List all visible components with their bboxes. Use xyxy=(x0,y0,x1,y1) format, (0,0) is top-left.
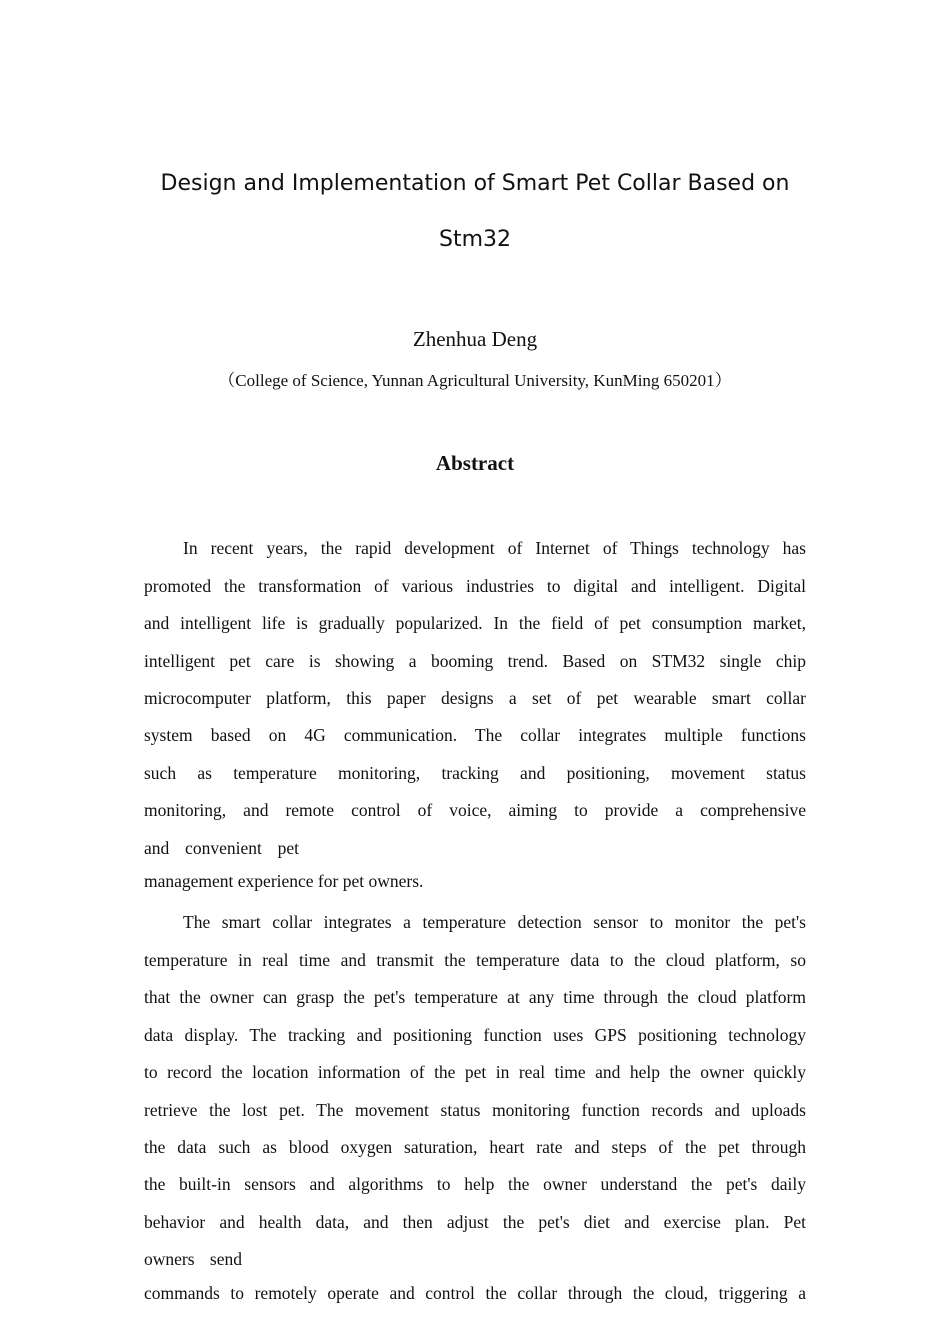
abstract-p1-line: such as temperature monitoring, tracking and positioning, movement status xyxy=(144,763,806,783)
abstract-p2-line: retrieve the lost pet. The movement status monitoring function records and uploads xyxy=(144,1100,806,1120)
paper-title-line-1: Design and Implementation of Smart Pet Collar Based on xyxy=(160,171,790,196)
abstract-p2-line: temperature in real time and transmit the temperature data to the cloud platform, so xyxy=(144,950,806,970)
abstract-p1-line: microcomputer platform, this paper designs a set of pet wearable smart collar xyxy=(144,688,806,708)
abstract-p2-line: to record the location information of the pet in real time and help the owner quickly xyxy=(144,1062,806,1082)
abstract-p2-line: owners send xyxy=(144,1249,242,1269)
abstract-p1-line: and convenient pet xyxy=(144,838,299,858)
abstract-p2-line: behavior and health data, and then adjust the pet's diet and exercise plan. Pet xyxy=(144,1212,806,1232)
abstract-p2-line: the built-in sensors and algorithms to help the owner understand the pet's daily xyxy=(144,1174,806,1194)
abstract-p2-line: commands to remotely operate and control the collar through the cloud, triggering a xyxy=(144,1283,806,1303)
abstract-p2-line: that the owner can grasp the pet's temperature at any time through the cloud platform xyxy=(144,987,806,1007)
paper-title-line-2: Stm32 xyxy=(438,227,511,252)
author-name: Zhenhua Deng xyxy=(412,327,538,351)
author-affiliation: （College of Science, Yunnan Agricultural University, KunMing 650201） xyxy=(218,371,732,390)
abstract-p1-line: and intelligent life is gradually popularized. In the field of pet consumption market, xyxy=(144,613,806,633)
abstract-heading: Abstract xyxy=(435,451,515,475)
abstract-p2-line: data display. The tracking and positioning function uses GPS positioning technology xyxy=(144,1025,806,1045)
abstract-p1-line: promoted the transformation of various industries to digital and intelligent. Digital xyxy=(144,576,806,596)
abstract-p1-line: In recent years, the rapid development of Internet of Things technology has xyxy=(183,538,806,558)
abstract-p1-line: intelligent pet care is showing a booming trend. Based on STM32 single chip xyxy=(144,651,806,671)
abstract-p1-line: monitoring, and remote control of voice, aiming to provide a comprehensive xyxy=(144,800,806,820)
abstract-p2-line: The smart collar integrates a temperature detection sensor to monitor the pet's xyxy=(183,912,806,932)
abstract-p2-line: the data such as blood oxygen saturation, heart rate and steps of the pet through xyxy=(144,1137,806,1157)
abstract-p1-line: management experience for pet owners. xyxy=(144,871,424,891)
abstract-p1-line: system based on 4G communication. The collar integrates multiple functions xyxy=(144,725,806,745)
